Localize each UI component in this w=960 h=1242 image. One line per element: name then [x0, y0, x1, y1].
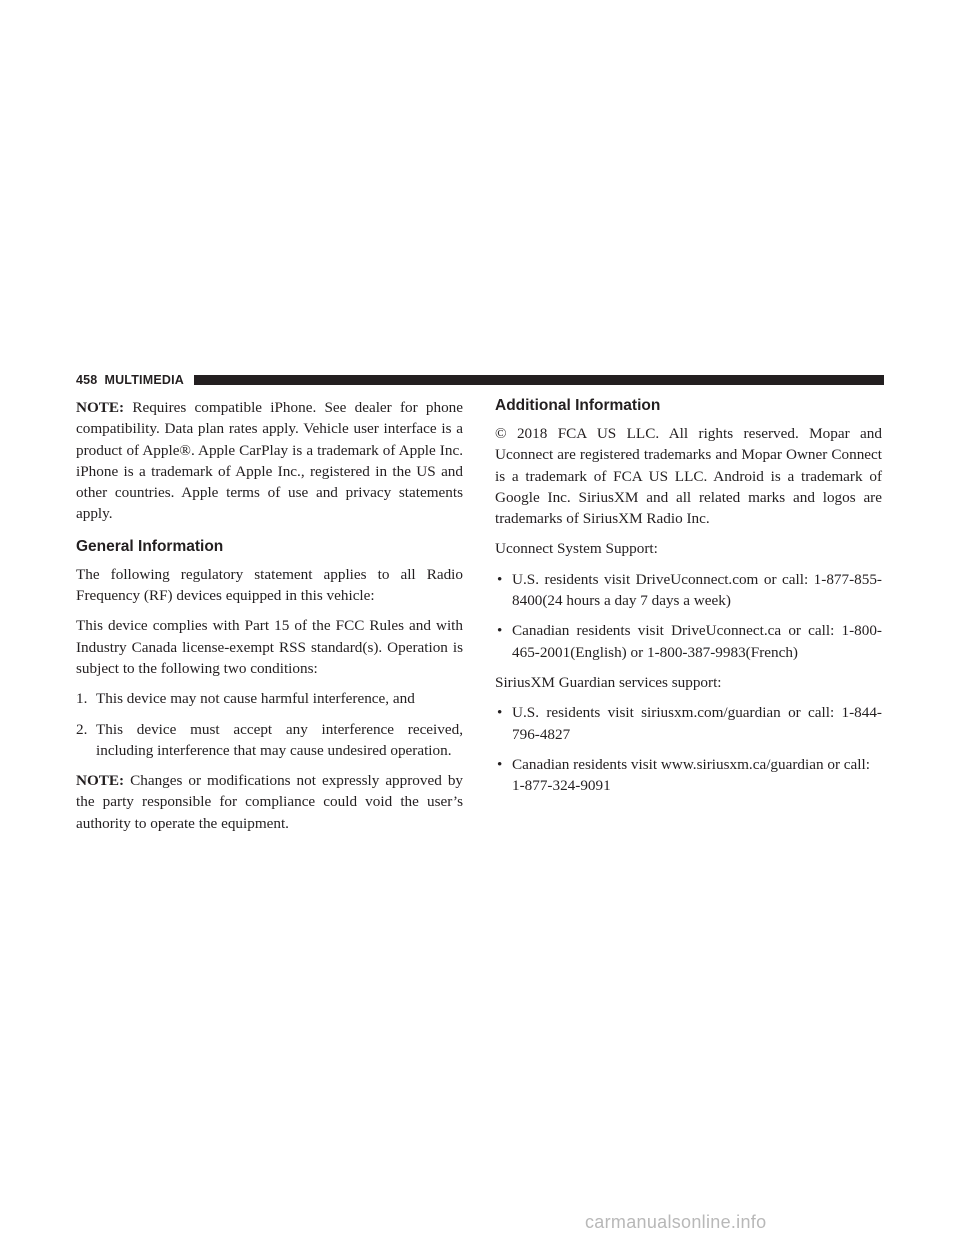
- page-number: 458: [76, 373, 98, 387]
- list-item: [495, 569, 882, 612]
- additional-information-heading: Additional Information: [495, 397, 661, 414]
- header-rule: [194, 375, 884, 385]
- condition-item: [76, 688, 463, 709]
- watermark: carmanualsonline.info: [585, 1212, 767, 1232]
- list-item-text: U.S. residents visit DriveUconnect.com or call: 1-877-855-8400(24 hours a day 7 days a week): [512, 570, 882, 610]
- regulatory-paragraph: The following regulatory statement applies to all Radio Frequency (RF) devices equipped in this vehicle:: [76, 565, 463, 605]
- list-item: [495, 702, 882, 745]
- list-item: [495, 620, 882, 663]
- list-item-text: Canadian residents visit www.siriusxm.ca/guardian or call: 1-877-324-9091: [512, 755, 870, 795]
- condition-number: 2.: [76, 720, 88, 738]
- list-item-text: Canadian residents visit DriveUconnect.ca or call: 1-800-465-2001(English) or 1-800-387-9983(French): [512, 622, 882, 661]
- note-text: Requires compatible iPhone. See dealer for phone compatibility. Data plan rates apply. Vehicle user interface is a product of Apple®. Apple CarPlay is a trademark of Apple Inc. iPhone is a trademark of Apple Inc., registered in the US and other countries. Apple terms of use and privacy statements apply.: [76, 399, 464, 523]
- section-title: MULTIMEDIA: [104, 373, 185, 387]
- note-text-2: Changes or modifications not expressly approved by the party responsible for compliance could void the user’s authority to operate the equipment.: [76, 772, 464, 832]
- bullet-icon: •: [497, 755, 503, 773]
- siriusxm-support-label: SiriusXM Guardian services support:: [495, 673, 722, 691]
- copyright-paragraph: © 2018 FCA US LLC. All rights reserved. Mopar and Uconnect are registered trademarks and Mopar Owner Connect is a trademark of FCA US LLC. Android is a trademark of Google Inc. SiriusXM and all related marks and logos are trademarks of SiriusXM Radio Inc.: [495, 425, 882, 528]
- note-paragraph-2: [76, 770, 463, 834]
- uconnect-support-label: Uconnect System Support:: [495, 540, 658, 558]
- condition-number: 1.: [76, 690, 88, 708]
- page-header: [76, 370, 884, 390]
- note-paragraph: [76, 397, 463, 525]
- left-column: [76, 397, 463, 834]
- note-label-2: NOTE:: [76, 772, 125, 790]
- fcc-paragraph: This device complies with Part 15 of the FCC Rules and with Industry Canada license-exempt RSS standard(s). Operation is subject to the following two conditions:: [76, 617, 463, 677]
- general-information-heading: General Information: [76, 537, 224, 555]
- note-label: NOTE:: [76, 399, 125, 416]
- bullet-icon: •: [497, 622, 503, 640]
- condition-text: This device may not cause harmful interference, and: [96, 690, 415, 708]
- condition-text: This device must accept any interference received, including interference that may cause undesired operation.: [96, 720, 463, 759]
- condition-item: [76, 719, 463, 762]
- list-item-text: U.S. residents visit siriusxm.com/guardian or call: 1-844-796-4827: [512, 704, 882, 743]
- bullet-icon: •: [497, 570, 503, 588]
- right-column: [495, 397, 882, 796]
- list-item: [495, 754, 882, 797]
- bullet-icon: •: [497, 704, 503, 722]
